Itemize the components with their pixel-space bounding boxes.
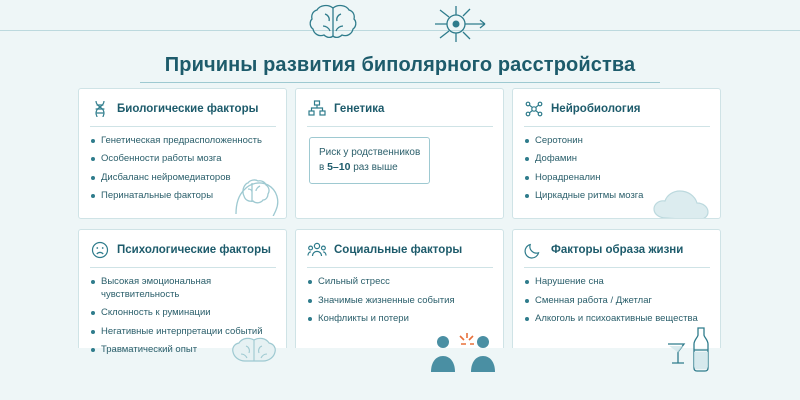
genetics-risk-value: 5–10 [327,161,351,173]
list-item: Алкоголь и психоактивные вещества [524,313,710,326]
genetics-callout-line1: Риск у родственников [319,147,421,158]
list-item: Сильный стресс [307,276,493,289]
card-title: Факторы образа жизни [551,244,684,257]
card-header [90,240,276,268]
list-item: Перинатальные факторы [90,190,276,203]
dna-icon [90,99,110,119]
list-item: Нарушение сна [524,276,710,289]
card-title: Нейробиология [551,103,641,115]
list-item: Особенности работы мозга [90,153,276,166]
genetics-suffix: раз выше [350,162,398,173]
header-divider-line [0,30,800,31]
card-header [524,240,710,268]
list-item: Циркадные ритмы мозга [524,190,710,203]
card-item-list [524,276,710,325]
cards-grid [78,88,722,373]
people-group-icon [307,240,327,260]
list-item: Негативные интерпретации событий [90,326,276,339]
list-item: Дисбаланс нейромедиаторов [90,172,276,185]
card-header [307,240,493,268]
molecule-icon [524,99,544,119]
card-item-list [307,276,493,325]
list-item: Генетическая предрасположенность [90,135,276,148]
list-item: Значимые жизненные события [307,295,493,308]
list-item: Дофамин [524,153,710,166]
title-underline [140,82,660,83]
card-item-list [524,135,710,203]
list-item: Конфликты и потери [307,313,493,326]
card-genetics[interactable] [295,88,504,219]
network-nodes-icon [307,99,327,119]
card-header [90,99,276,127]
card-biological-factors[interactable] [78,88,287,219]
card-item-list [90,135,276,203]
genetics-prefix: в [319,162,328,173]
card-title: Социальные факторы [334,244,463,257]
card-item-list [90,276,276,357]
list-item: Серотонин [524,135,710,148]
header-band [0,0,800,52]
card-header [307,99,493,127]
list-item: Травматический опыт [90,344,276,357]
genetics-callout [309,137,430,184]
card-title: Биологические факторы [117,103,259,115]
neuron-icon [430,2,502,48]
list-item: Склонность к руминации [90,307,276,320]
card-title: Психологические факторы [117,244,271,257]
card-header [524,99,710,127]
sad-face-icon [90,240,110,260]
page-title: Причины развития биполярного расстройства [164,54,636,76]
moon-icon [524,240,544,260]
card-psychological-factors[interactable] [78,229,287,373]
list-item: Норадреналин [524,172,710,185]
list-item: Сменная работа / Джетлаг [524,295,710,308]
card-neurobiology[interactable] [512,88,721,219]
genetics-callout-line2 [319,160,420,176]
list-item: Высокая эмоциональная чувствительность [90,276,276,302]
brain-icon [303,2,363,46]
card-title: Генетика [334,103,385,115]
